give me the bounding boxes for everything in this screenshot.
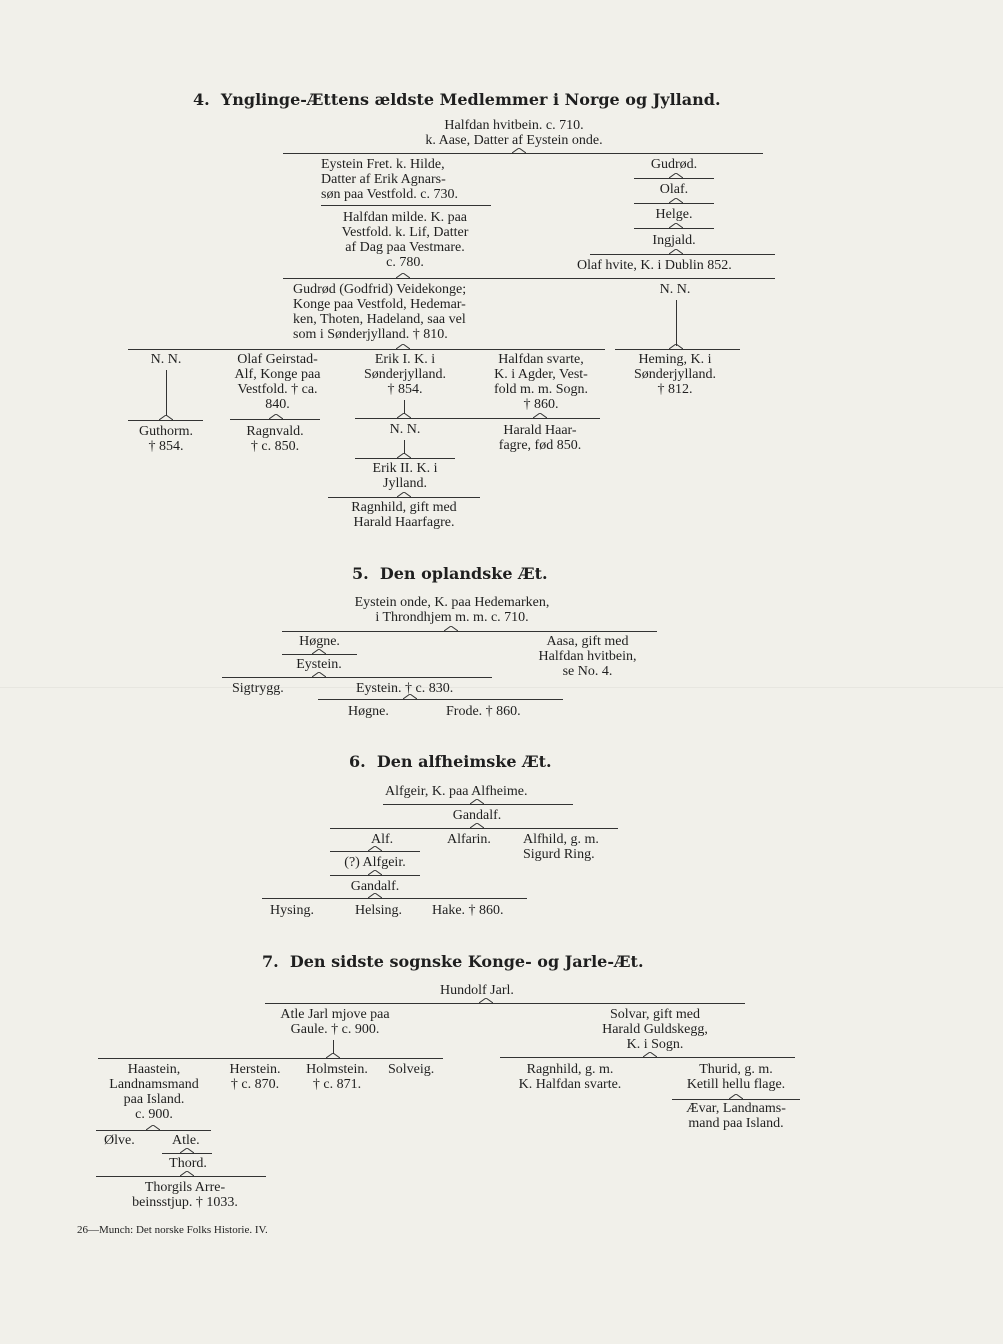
footer-caption: 26—Munch: Det norske Folks Historie. IV. [77, 1224, 268, 1236]
caret [403, 694, 417, 699]
page-fold [0, 687, 1003, 688]
hysing: Hysing. [270, 903, 314, 918]
gudrod: Gudrød. [650, 157, 698, 172]
aasa: Aasa, gift med Halfdan hvitbein, se No. 4. [538, 634, 637, 679]
gudrod-veidekonge: Gudrød (Godfrid) Veidekonge; Konge paa Vestfold, Hedemar- ken, Thoten, Hadeland, saa vel som i Sønderjylland. † 810. [293, 282, 467, 342]
line [500, 1057, 795, 1058]
thord: Thord. [169, 1156, 207, 1171]
helsing: Helsing. [355, 903, 403, 918]
caret [397, 413, 411, 418]
halfdan-svarte: Halfdan svarte, K. i Agder, Vest- fold m. m. Sogn. † 860. [493, 352, 589, 412]
line [333, 1040, 334, 1054]
section-7-heading: 7. Den sidste sognske Konge- og Jarle-Æt. [262, 952, 644, 971]
line [282, 654, 357, 655]
line [330, 875, 420, 876]
halfdan-hvitbein: Halfdan hvitbein. c. 710. k. Aase, Datter af Eystein onde. [425, 118, 603, 148]
caret [470, 823, 484, 828]
hogne-1: Høgne. [299, 634, 340, 649]
caret [397, 492, 411, 497]
aevar: Ævar, Landnams- mand paa Island. [686, 1101, 786, 1131]
nn-right: N. N. [659, 282, 691, 297]
solvar: Solvar, gift med Harald Guldskegg, K. i Sogn. [602, 1007, 708, 1052]
olaf-geirstad-alf: Olaf Geirstad- Alf, Konge paa Vestfold. † ca. 840. [234, 352, 321, 412]
alfgeir: Alfgeir, K. paa Alfheime. [385, 784, 528, 799]
eystein-fret: Eystein Fret. k. Hilde, Datter af Erik Agnars- søn paa Vestfold. c. 730. [321, 157, 458, 202]
harald-haarfagre: Harald Haar- fagre, fød 850. [498, 423, 582, 453]
gandalf-2: Gandalf. [350, 879, 400, 894]
section-5-heading: 5. Den oplandske Æt. [352, 564, 548, 583]
line [283, 278, 775, 279]
alfhild: Alfhild, g. m. Sigurd Ring. [523, 832, 599, 862]
eystein-onde: Eystein onde, K. paa Hedemarken, i Throndhjem m. m. c. 710. [354, 595, 550, 625]
helge: Helge. [655, 207, 693, 222]
ingjald: Ingjald. [652, 233, 696, 248]
line [265, 1003, 745, 1004]
atle-jarl: Atle Jarl mjove paa Gaule. † c. 900. [280, 1007, 390, 1037]
line [321, 205, 491, 206]
line [230, 419, 320, 420]
frode: Frode. † 860. [446, 704, 521, 719]
caret [368, 846, 382, 851]
line [676, 300, 677, 346]
caret [470, 799, 484, 804]
line [262, 898, 527, 899]
caret [180, 1148, 194, 1153]
caret [368, 893, 382, 898]
heming: Heming, K. i Sønderjylland. † 812. [633, 352, 717, 397]
caret [396, 273, 410, 278]
caret [180, 1171, 194, 1176]
gandalf-1: Gandalf. [452, 808, 502, 823]
section-6-heading: 6. Den alfheimske Æt. [349, 752, 552, 771]
line [128, 420, 203, 421]
olaf: Olaf. [659, 182, 689, 197]
line [330, 828, 618, 829]
atle-2: Atle. [172, 1133, 200, 1148]
line [355, 418, 600, 419]
eystein: Eystein. [296, 657, 342, 672]
erik-1: Erik I. K. i Sønderjylland. † 854. [363, 352, 447, 397]
line [634, 203, 714, 204]
caret [479, 998, 493, 1003]
caret [729, 1094, 743, 1099]
line [672, 1099, 800, 1100]
caret [269, 414, 283, 419]
hogne-2: Høgne. [348, 704, 389, 719]
line [222, 677, 492, 678]
caret [146, 1125, 160, 1130]
line [282, 631, 657, 632]
olaf-hvite: Olaf hvite, K. i Dublin 852. [577, 258, 732, 273]
line [98, 1058, 443, 1059]
line [128, 349, 605, 350]
holmstein: Holmstein. † c. 871. [306, 1062, 368, 1092]
sigtrygg: Sigtrygg. [232, 681, 284, 696]
line [634, 178, 714, 179]
line [634, 228, 714, 229]
thorgils: Thorgils Arre- beinsstjup. † 1033. [132, 1180, 238, 1210]
line [590, 254, 775, 255]
ragnhild-s4: Ragnhild, gift med Harald Haarfagre. [351, 500, 457, 530]
section-4-heading: 4. Ynglinge-Ættens ældste Medlemmer i Norge og Jylland. [193, 90, 721, 109]
caret [533, 413, 547, 418]
line [383, 804, 573, 805]
olve: Ølve. [104, 1133, 135, 1148]
alf: Alf. [371, 832, 394, 847]
ragnvald: Ragnvald. † c. 850. [246, 424, 304, 454]
caret [326, 1053, 340, 1058]
alfgeir-2: (?) Alfgeir. [344, 855, 406, 870]
line [283, 153, 763, 154]
erik-2: Erik II. K. i Jylland. [372, 461, 438, 491]
nn-mid: N. N. [389, 422, 421, 437]
thurid: Thurid, g. m. Ketill hellu flage. [686, 1062, 786, 1092]
caret [396, 344, 410, 349]
guthorm: Guthorm. † 854. [138, 424, 194, 454]
solveig: Solveig. [388, 1062, 435, 1077]
hake: Hake. † 860. [432, 903, 504, 918]
line [96, 1130, 211, 1131]
caret [669, 223, 683, 228]
haastein: Haastein, Landnamsmand paa Island. c. 900. [109, 1062, 199, 1122]
hundolf-jarl: Hundolf Jarl. [440, 983, 514, 998]
eystein-2: Eystein. † c. 830. [356, 681, 454, 696]
caret [444, 626, 458, 631]
nn-left: N. N. [150, 352, 182, 367]
caret [669, 198, 683, 203]
caret [669, 173, 683, 178]
alfarin: Alfarin. [447, 832, 491, 847]
line [96, 1176, 266, 1177]
caret [512, 148, 526, 153]
line [330, 851, 420, 852]
caret [643, 1052, 657, 1057]
ragnhild-s7: Ragnhild, g. m. K. Halfdan svarte. [518, 1062, 622, 1092]
caret [312, 672, 326, 677]
caret [397, 453, 411, 458]
line [166, 370, 167, 416]
line [404, 400, 405, 414]
line [615, 349, 740, 350]
line [318, 699, 563, 700]
caret [312, 649, 326, 654]
caret [368, 870, 382, 875]
line [355, 458, 455, 459]
line [162, 1153, 212, 1154]
line [404, 440, 405, 454]
halfdan-milde: Halfdan milde. K. paa Vestfold. k. Lif, Datter af Dag paa Vestmare. c. 780. [341, 210, 469, 270]
line [328, 497, 480, 498]
herstein: Herstein. † c. 870. [229, 1062, 281, 1092]
caret [669, 249, 683, 254]
